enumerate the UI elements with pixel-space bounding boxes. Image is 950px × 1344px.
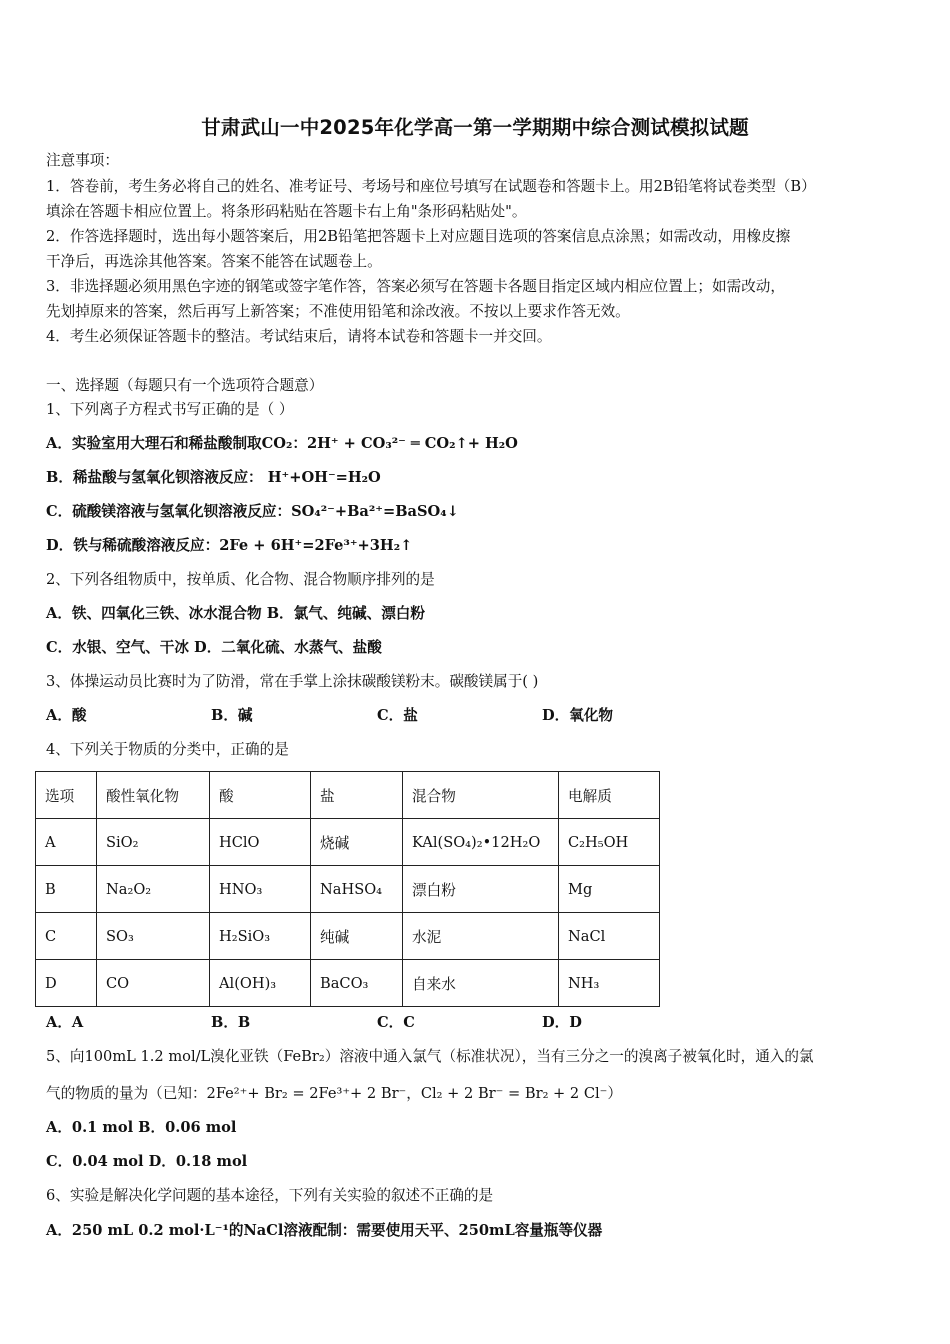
table-cell: HClO	[210, 819, 311, 866]
table-cell: CO	[97, 960, 210, 1007]
table-header-cell: 酸性氧化物	[97, 772, 210, 819]
table-row	[36, 913, 660, 960]
table-cell: Al(OH)₃	[210, 960, 311, 1007]
table-cell: Na₂O₂	[97, 866, 210, 913]
q1-option-d: D．铁与稀硫酸溶液反应：2Fe + 6H⁺=2Fe³⁺+3H₂↑	[46, 537, 413, 554]
table-cell: B	[36, 866, 97, 913]
section-heading: 一、选择题（每题只有一个选项符合题意）	[46, 377, 324, 394]
q4-option-a: A．A	[46, 1014, 84, 1031]
q3-option-c: C．盐	[377, 707, 418, 724]
table-cell: C₂H₅OH	[559, 819, 660, 866]
table-header-cell: 混合物	[403, 772, 559, 819]
table-row	[36, 866, 660, 913]
table-header-cell: 酸	[210, 772, 311, 819]
notice-line: 干净后，再选涂其他答案。答案不能答在试题卷上。	[46, 253, 382, 270]
q4-option-b: B．B	[211, 1014, 251, 1031]
q2-stem: 2、下列各组物质中，按单质、化合物、混合物顺序排列的是	[46, 571, 435, 588]
notice-line: 先划掉原来的答案，然后再写上新答案；不准使用铅笔和涂改液。不按以上要求作答无效。	[46, 303, 630, 320]
q4-option-d: D．D	[542, 1014, 582, 1031]
table-cell: 纯碱	[311, 913, 403, 960]
q6-option-a: A．250 mL 0.2 mol·L⁻¹的NaCl溶液配制：需要使用天平、250mL容量瓶等仪器	[46, 1222, 603, 1239]
q5-options-cd: C．0.04 mol D．0.18 mol	[46, 1153, 248, 1170]
notice-line: 1．答卷前，考生务必将自己的姓名、准考证号、考场号和座位号填写在试题卷和答题卡上。用2B铅笔将试卷类型（B）	[46, 178, 816, 195]
page-title: 甘肃武山一中2025年化学高一第一学期期中综合测试模拟试题	[201, 116, 749, 139]
notice-heading: 注意事项：	[46, 152, 119, 169]
table-header-cell: 电解质	[559, 772, 660, 819]
q6-stem: 6、实验是解决化学问题的基本途径，下列有关实验的叙述不正确的是	[46, 1187, 494, 1204]
q2-options-ab: A．铁、四氧化三铁、冰水混合物 B．氯气、纯碱、漂白粉	[46, 605, 425, 622]
q3-option-b: B．碱	[211, 707, 253, 724]
q4-option-c: C．C	[377, 1014, 415, 1031]
q5-stem-line2: 气的物质的量为（已知：2Fe²⁺+ Br₂ = 2Fe³⁺+ 2 Br⁻，Cl₂ + 2 Br⁻ = Br₂ + 2 Cl⁻）	[46, 1085, 622, 1102]
q2-options-cd: C．水银、空气、干冰 D．二氧化硫、水蒸气、盐酸	[46, 639, 382, 656]
classification-table	[35, 771, 660, 1007]
table-cell: NaCl	[559, 913, 660, 960]
q5-options-ab: A．0.1 mol B．0.06 mol	[46, 1119, 237, 1136]
q5-stem-line1: 5、向100mL 1.2 mol/L溴化亚铁（FeBr₂）溶液中通入氯气（标准状况），当有三分之一的溴离子被氧化时，通入的氯	[46, 1048, 814, 1065]
table-cell: C	[36, 913, 97, 960]
q3-option-d: D．氧化物	[542, 707, 614, 724]
table-row	[36, 819, 660, 866]
table-cell: HNO₃	[210, 866, 311, 913]
q1-option-b: B．稀盐酸与氢氧化钡溶液反应： H⁺+OH⁻=H₂O	[46, 469, 381, 486]
table-cell: SO₃	[97, 913, 210, 960]
table-cell: SiO₂	[97, 819, 210, 866]
q4-stem: 4、下列关于物质的分类中，正确的是	[46, 741, 289, 758]
table-cell: 漂白粉	[403, 866, 559, 913]
table-cell: 烧碱	[311, 819, 403, 866]
table-cell: BaCO₃	[311, 960, 403, 1007]
table-cell: 水泥	[403, 913, 559, 960]
notice-line: 4．考生必须保证答题卡的整洁。考试结束后，请将本试卷和答题卡一并交回。	[46, 328, 552, 345]
table-header-cell: 盐	[311, 772, 403, 819]
notice-line: 2．作答选择题时，选出每小题答案后，用2B铅笔把答题卡上对应题目选项的答案信息点涂黑；如需改动，用橡皮擦	[46, 228, 791, 245]
table-cell: D	[36, 960, 97, 1007]
table-cell: H₂SiO₃	[210, 913, 311, 960]
table-cell: Mg	[559, 866, 660, 913]
table-cell: NH₃	[559, 960, 660, 1007]
q1-option-c: C．硫酸镁溶液与氢氧化钡溶液反应：SO₄²⁻+Ba²⁺=BaSO₄↓	[46, 503, 459, 520]
q3-stem: 3、体操运动员比赛时为了防滑，常在手掌上涂抹碳酸镁粉末。碳酸镁属于( )	[46, 673, 539, 690]
q1-stem: 1、下列离子方程式书写正确的是（ ）	[46, 401, 294, 418]
q1-option-a: A．实验室用大理石和稀盐酸制取CO₂：2H⁺ + CO₃²⁻ ═ CO₂↑+ H₂O	[46, 435, 518, 452]
table-row	[36, 960, 660, 1007]
table-cell: 自来水	[403, 960, 559, 1007]
notice-line: 3．非选择题必须用黑色字迹的钢笔或签字笔作答，答案必须写在答题卡各题目指定区域内相应位置上；如需改动，	[46, 278, 785, 295]
table-cell: KAl(SO₄)₂•12H₂O	[403, 819, 559, 866]
table-header-row	[36, 772, 660, 819]
table-header-cell: 选项	[36, 772, 97, 819]
table-cell: NaHSO₄	[311, 866, 403, 913]
table-cell: A	[36, 819, 97, 866]
q3-option-a: A．酸	[46, 707, 87, 724]
notice-line: 填涂在答题卡相应位置上。将条形码粘贴在答题卡右上角"条形码粘贴处"。	[46, 203, 527, 220]
